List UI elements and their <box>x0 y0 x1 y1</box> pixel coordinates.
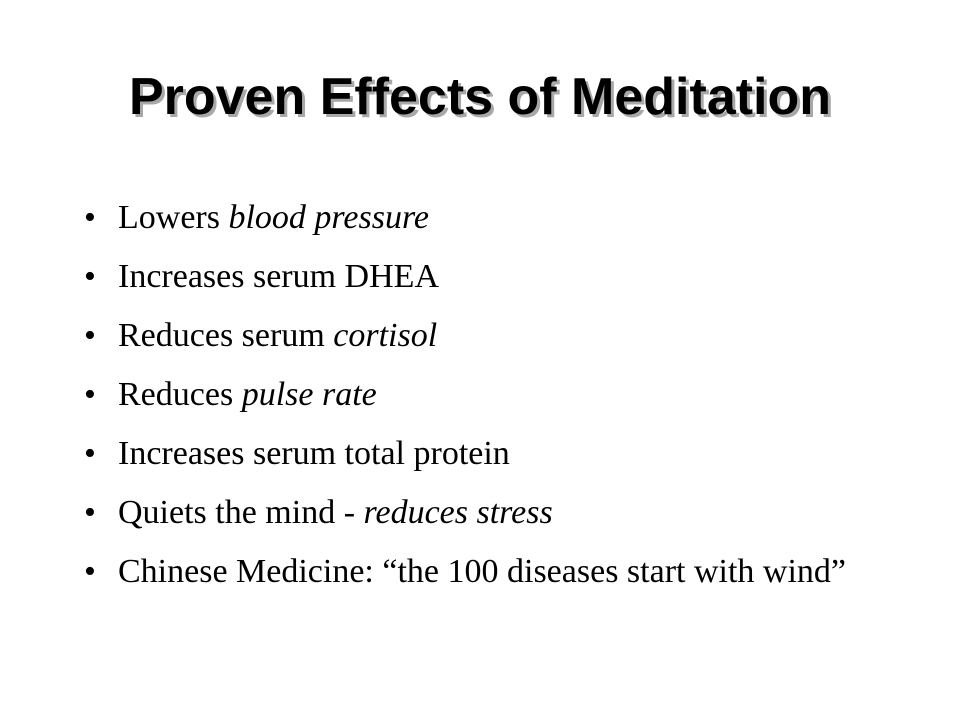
bullet-emphasis: blood pressure <box>228 199 429 236</box>
bullet-dot: • <box>84 199 96 236</box>
bullet-text: Lowers <box>118 199 229 236</box>
slide-title: Proven Effects of Meditation <box>128 68 832 126</box>
bullet-list <box>84 196 884 609</box>
bullet-item <box>84 491 884 534</box>
bullet-dot: • <box>84 258 96 295</box>
bullet-emphasis: reduces stress <box>363 494 553 531</box>
bullet-text: Increases serum total protein <box>118 435 510 472</box>
bullet-text: Increases serum DHEA <box>118 258 439 295</box>
bullet-item <box>84 550 884 593</box>
bullet-dot: • <box>84 435 96 472</box>
bullet-item <box>84 255 884 298</box>
bullet-emphasis: pulse rate <box>241 376 377 413</box>
bullet-item <box>84 314 884 357</box>
bullet-dot: • <box>84 376 96 413</box>
bullet-dot: • <box>84 494 96 531</box>
bullet-emphasis: cortisol <box>333 317 438 354</box>
bullet-item <box>84 196 884 239</box>
bullet-dot: • <box>84 317 96 354</box>
bullet-dot: • <box>84 553 96 590</box>
bullet-text: Reduces serum <box>118 317 334 354</box>
bullet-item <box>84 373 884 416</box>
bullet-item <box>84 432 884 475</box>
bullet-text: Quiets the mind - <box>118 494 364 531</box>
bullet-text: Chinese Medicine: “the 100 diseases start with wind” <box>118 553 846 590</box>
bullet-text: Reduces <box>118 376 242 413</box>
